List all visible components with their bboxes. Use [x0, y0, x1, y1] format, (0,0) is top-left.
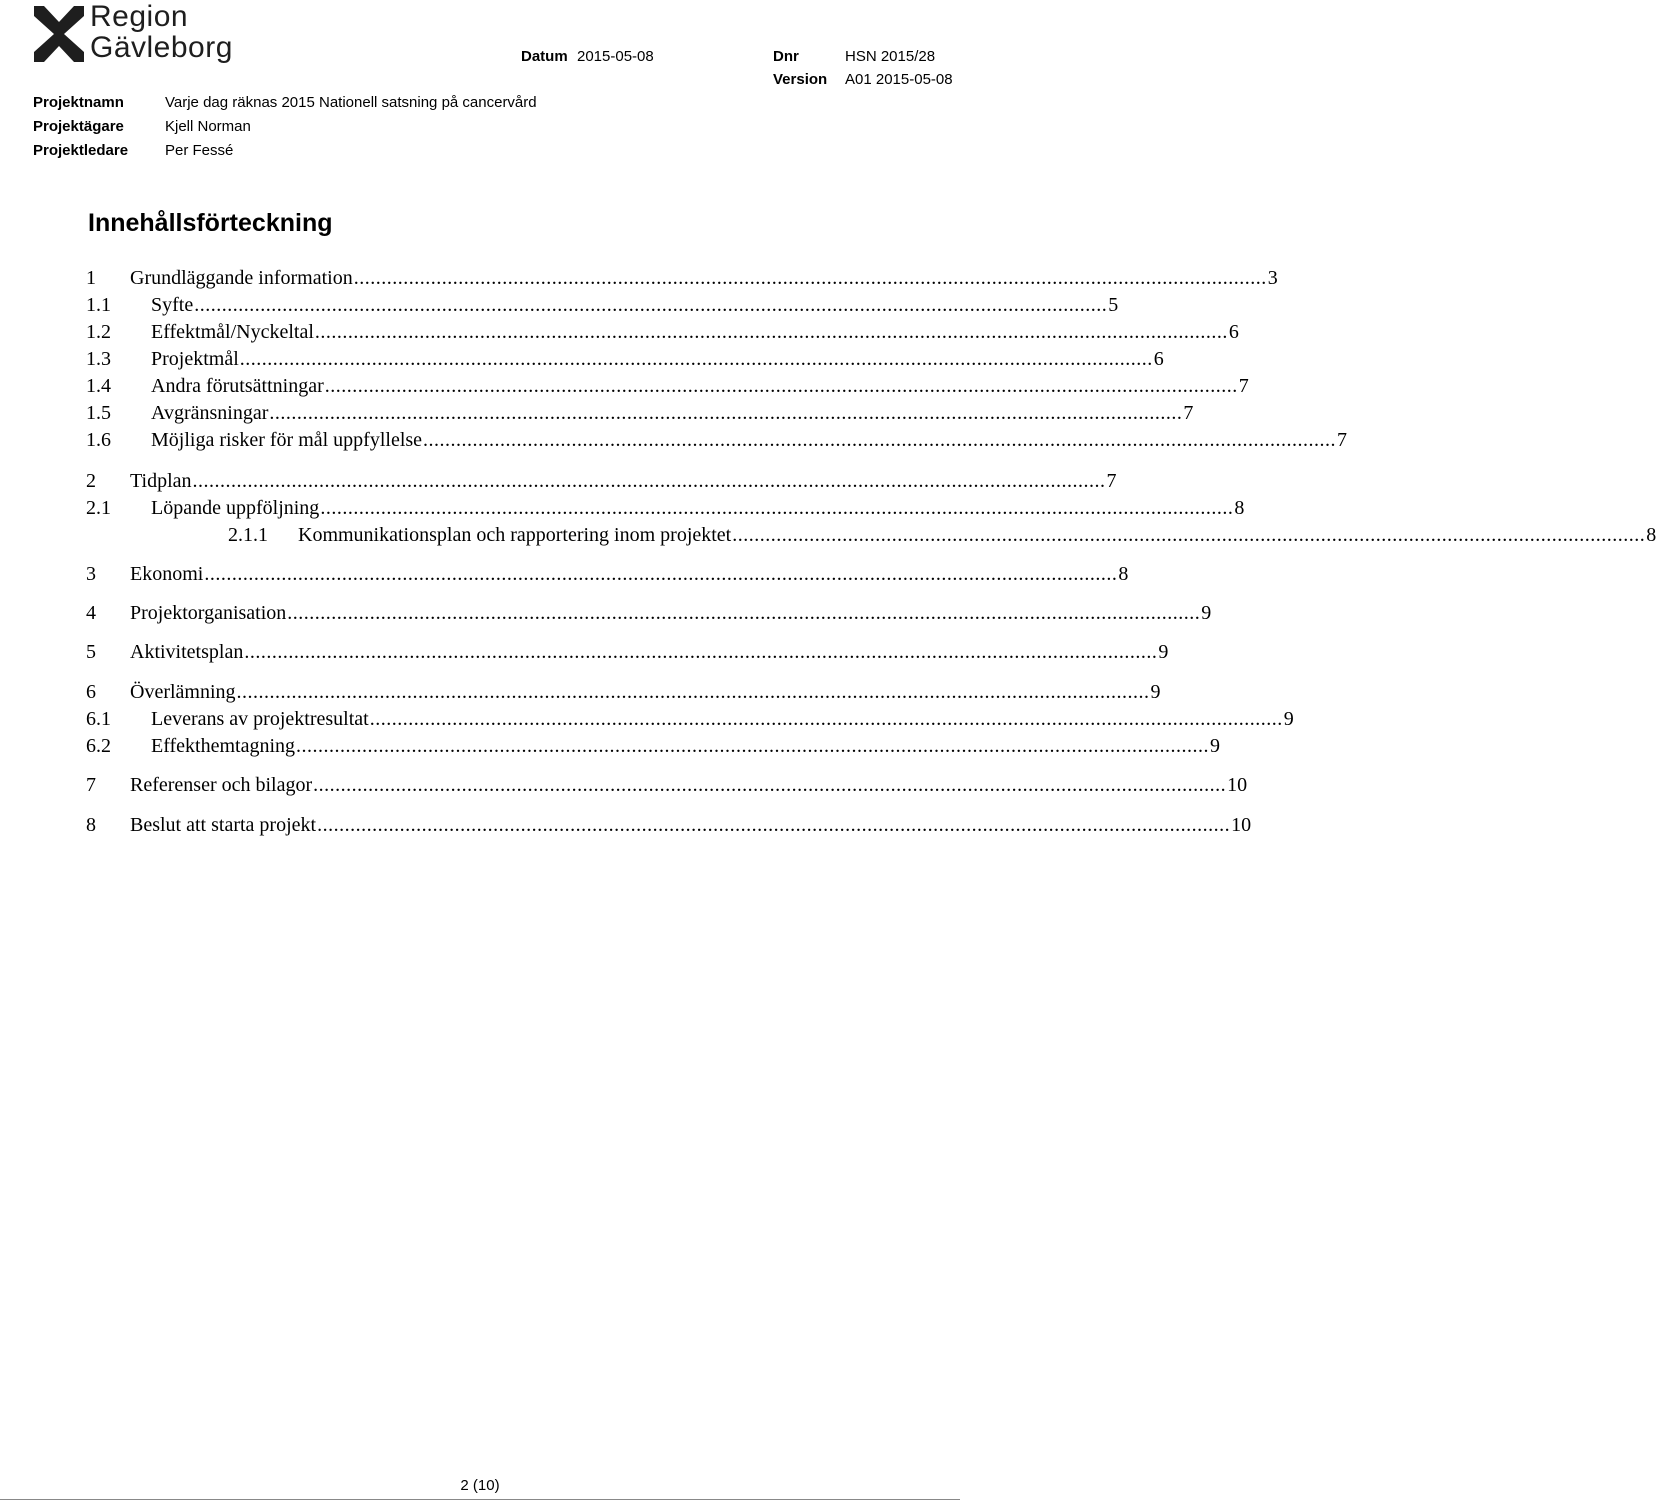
toc-entry-title: Löpande uppföljning [151, 497, 320, 519]
toc-dot-leader: ...................................................................................................................................................................... [204, 563, 1118, 585]
toc-entry[interactable] [86, 374, 1249, 398]
toc-entry-number: 2.1.1 [228, 524, 268, 546]
toc-dot-leader: ...................................................................................................................................................................... [313, 774, 1227, 796]
toc-entry-page: 9 [1158, 641, 1169, 663]
toc-dot-leader: ...................................................................................................................................................................... [287, 602, 1201, 624]
toc-entry-page: 9 [1201, 602, 1212, 624]
toc-entry-page: 9 [1210, 735, 1221, 757]
version-value: A01 2015-05-08 [845, 71, 953, 88]
toc-entry-number: 5 [86, 641, 96, 663]
projektnamn-label: Projektnamn [33, 94, 124, 111]
toc-entry-title: Andra förutsättningar [151, 375, 324, 397]
toc-entry-title: Överlämning [130, 681, 236, 703]
dnr-label: Dnr [773, 48, 799, 65]
toc-entry[interactable] [86, 401, 1194, 425]
toc-entry-number: 4 [86, 602, 96, 624]
toc-entry-title: Ekonomi [130, 563, 204, 585]
toc-dot-leader: ...................................................................................................................................................................... [324, 375, 1238, 397]
toc-entry-number: 6 [86, 681, 96, 703]
toc-entry[interactable] [86, 680, 1161, 704]
toc-entry-title: Referenser och bilagor [130, 774, 313, 796]
toc-dot-leader: ...................................................................................................................................................................... [317, 814, 1231, 836]
toc-entry[interactable] [86, 469, 1117, 493]
toc-entry-title: Projektmål [151, 348, 239, 370]
toc-entry-page: 10 [1227, 774, 1248, 796]
toc-dot-leader: ...................................................................................................................................................................... [192, 470, 1106, 492]
toc-entry-number: 2 [86, 470, 96, 492]
toc-entry-number: 7 [86, 774, 96, 796]
toc-entry[interactable] [86, 428, 1348, 452]
logo-line-region: Region [90, 0, 189, 33]
toc-entry[interactable] [86, 640, 1169, 664]
projektagare-value: Kjell Norman [165, 118, 251, 135]
version-label: Version [773, 71, 828, 88]
toc-dot-leader: ...................................................................................................................................................................... [244, 641, 1158, 663]
toc-dot-leader: ...................................................................................................................................................................... [269, 402, 1183, 424]
toc-entry[interactable] [86, 813, 1252, 837]
toc-dot-leader: ...................................................................................................................................................................... [296, 735, 1210, 757]
toc-entry-title: Aktivitetsplan [130, 641, 244, 663]
projektledare-label: Projektledare [33, 142, 129, 159]
toc-entry-title: Kommunikationsplan och rapportering inom projektet [298, 524, 732, 546]
toc-entry-title: Tidplan [130, 470, 192, 492]
toc-entry-page: 8 [1118, 563, 1129, 585]
toc-entry-page: 8 [1646, 524, 1656, 546]
toc-dot-leader: ...................................................................................................................................................................... [353, 267, 1267, 289]
toc-entry-title: Effektmål/Nyckeltal [151, 321, 314, 343]
toc-entry[interactable] [86, 320, 1239, 344]
toc-entry-page: 7 [1238, 375, 1249, 397]
projektledare-value: Per Fessé [165, 142, 234, 159]
toc-entry-title: Leverans av projektresultat [151, 708, 369, 730]
datum-value: 2015-05-08 [577, 48, 654, 65]
toc-entry-title: Avgränsningar [151, 402, 269, 424]
toc-entry[interactable] [86, 266, 1278, 290]
toc-entry-page: 6 [1228, 321, 1239, 343]
toc-entry-number: 1.6 [86, 429, 111, 451]
toc-entry[interactable] [86, 347, 1164, 371]
toc-entry-title: Möjliga risker för mål uppfyllelse [151, 429, 423, 451]
toc-entry-number: 1 [86, 267, 96, 289]
projektnamn-value: Varje dag räknas 2015 Nationell satsning på cancervård [165, 94, 537, 111]
toc-entry-title: Syfte [151, 294, 194, 316]
toc-entry[interactable] [86, 496, 1245, 520]
toc-entry-page: 5 [1108, 294, 1119, 316]
toc-entry-number: 1.3 [86, 348, 111, 370]
toc-dot-leader: ...................................................................................................................................................................... [236, 681, 1150, 703]
toc-entry-number: 1.4 [86, 375, 111, 397]
toc-entry-number: 1.5 [86, 402, 111, 424]
toc-entry-number: 3 [86, 563, 96, 585]
toc-dot-leader: ...................................................................................................................................................................... [239, 348, 1153, 370]
toc-entry[interactable] [86, 734, 1221, 758]
region-logo-mark-icon [30, 0, 88, 68]
toc-entry-title: Grundläggande information [130, 267, 353, 289]
toc-dot-leader: ...................................................................................................................................................................... [320, 497, 1234, 519]
region-gavleborg-logo [30, 0, 250, 70]
datum-label: Datum [521, 48, 568, 65]
toc-entry-title: Beslut att starta projekt [130, 814, 317, 836]
toc-entry[interactable] [86, 523, 1656, 547]
toc-entry-number: 2.1 [86, 497, 111, 519]
toc-entry-number: 1.1 [86, 294, 111, 316]
toc-entry-number: 6.1 [86, 708, 111, 730]
toc-entry-page: 6 [1153, 348, 1164, 370]
toc-entry-page: 7 [1106, 470, 1117, 492]
page-number: 2 (10) [460, 1477, 500, 1494]
toc-entry-page: 7 [1337, 429, 1348, 451]
toc-entry-number: 6.2 [86, 735, 111, 757]
dnr-value: HSN 2015/28 [845, 48, 936, 65]
toc-entry-title: Projektorganisation [130, 602, 287, 624]
projektagare-label: Projektägare [33, 118, 124, 135]
toc-entry-page: 9 [1283, 708, 1294, 730]
toc-entry-number: 1.2 [86, 321, 111, 343]
toc-dot-leader: ...................................................................................................................................................................... [369, 708, 1283, 730]
toc-title: Innehållsförteckning [88, 209, 333, 237]
toc-entry[interactable] [86, 293, 1119, 317]
toc-entry-page: 7 [1183, 402, 1194, 424]
toc-dot-leader: ...................................................................................................................................................................... [423, 429, 1337, 451]
toc-entry[interactable] [86, 601, 1212, 625]
logo-line-gavleborg: Gävleborg [90, 31, 233, 64]
toc-entry[interactable] [86, 562, 1129, 586]
toc-entry-title: Effekthemtagning [151, 735, 296, 757]
toc-entry-number: 8 [86, 814, 96, 836]
footer-divider [0, 1499, 960, 1500]
toc-entry-page: 9 [1150, 681, 1161, 703]
toc-entry-page: 8 [1234, 497, 1245, 519]
toc-entry[interactable] [86, 773, 1248, 797]
toc-entry-page: 3 [1267, 267, 1278, 289]
toc-dot-leader: ...................................................................................................................................................................... [194, 294, 1108, 316]
toc-entry[interactable] [86, 707, 1294, 731]
toc-dot-leader: ...................................................................................................................................................................... [732, 524, 1646, 546]
toc-dot-leader: ...................................................................................................................................................................... [314, 321, 1228, 343]
toc-entry-page: 10 [1231, 814, 1252, 836]
